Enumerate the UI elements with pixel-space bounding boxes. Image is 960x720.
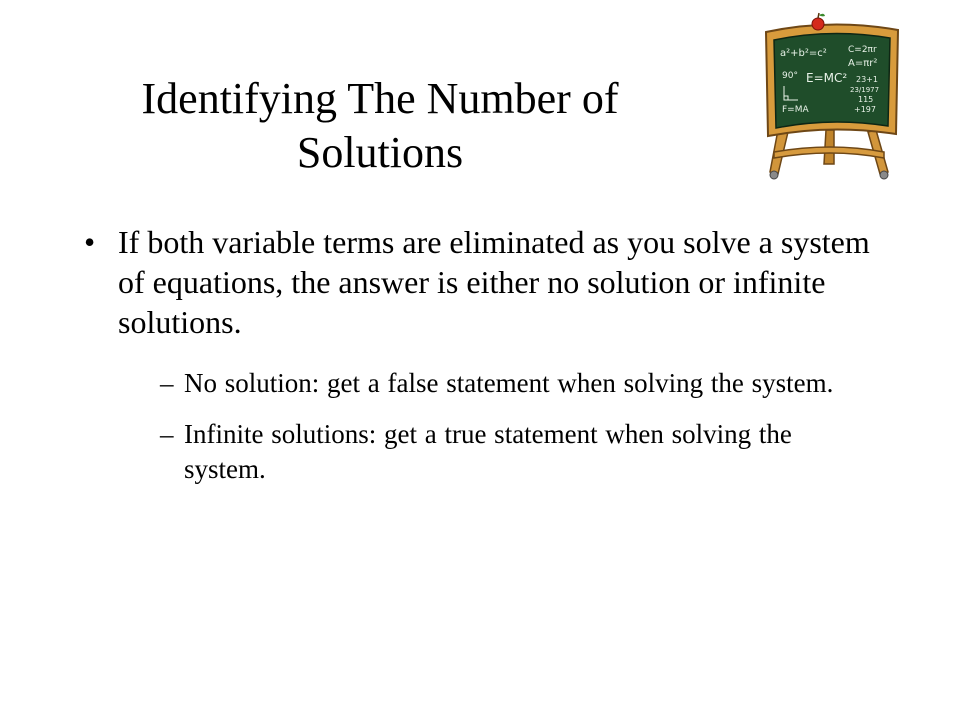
svg-text:+197: +197 [854,105,876,114]
sub-bullet-marker: – [160,419,174,449]
chalkboard-easel-icon [756,12,906,184]
svg-text:23+1: 23+1 [856,75,878,84]
svg-text:C=2πr: C=2πr [848,45,877,55]
sub-bullet-item [160,366,874,401]
svg-text:90°: 90° [782,71,798,81]
bullet-marker: • [84,224,96,260]
bullet-item [84,222,874,342]
title-line-2: Solutions [296,128,464,177]
sub-bullet-text: Infinite solutions: get a true statement when solving the system. [184,419,792,484]
apple-icon [812,13,825,30]
svg-text:E=MC²: E=MC² [806,71,848,85]
bullet-list [84,222,874,503]
sub-bullet-marker: – [160,368,174,398]
sub-bullet-text: No solution: get a false statement when solving the system. [184,368,834,398]
slide-title [60,72,700,180]
sub-bullet-item [160,417,874,487]
easel-legs [770,130,888,179]
svg-text:F=MA: F=MA [782,105,809,115]
svg-text:115: 115 [858,95,874,104]
sub-bullet-list [84,366,874,487]
svg-text:a²+b²=c²: a²+b²=c² [780,48,827,59]
svg-text:A=πr²: A=πr² [848,58,878,69]
bullet-text: If both variable terms are eliminated as you solve a system of equations, the answer is either no solution or infinite solutions. [118,224,870,340]
svg-text:23/1977: 23/1977 [850,86,880,94]
title-line-1: Identifying The Number of [141,74,619,123]
